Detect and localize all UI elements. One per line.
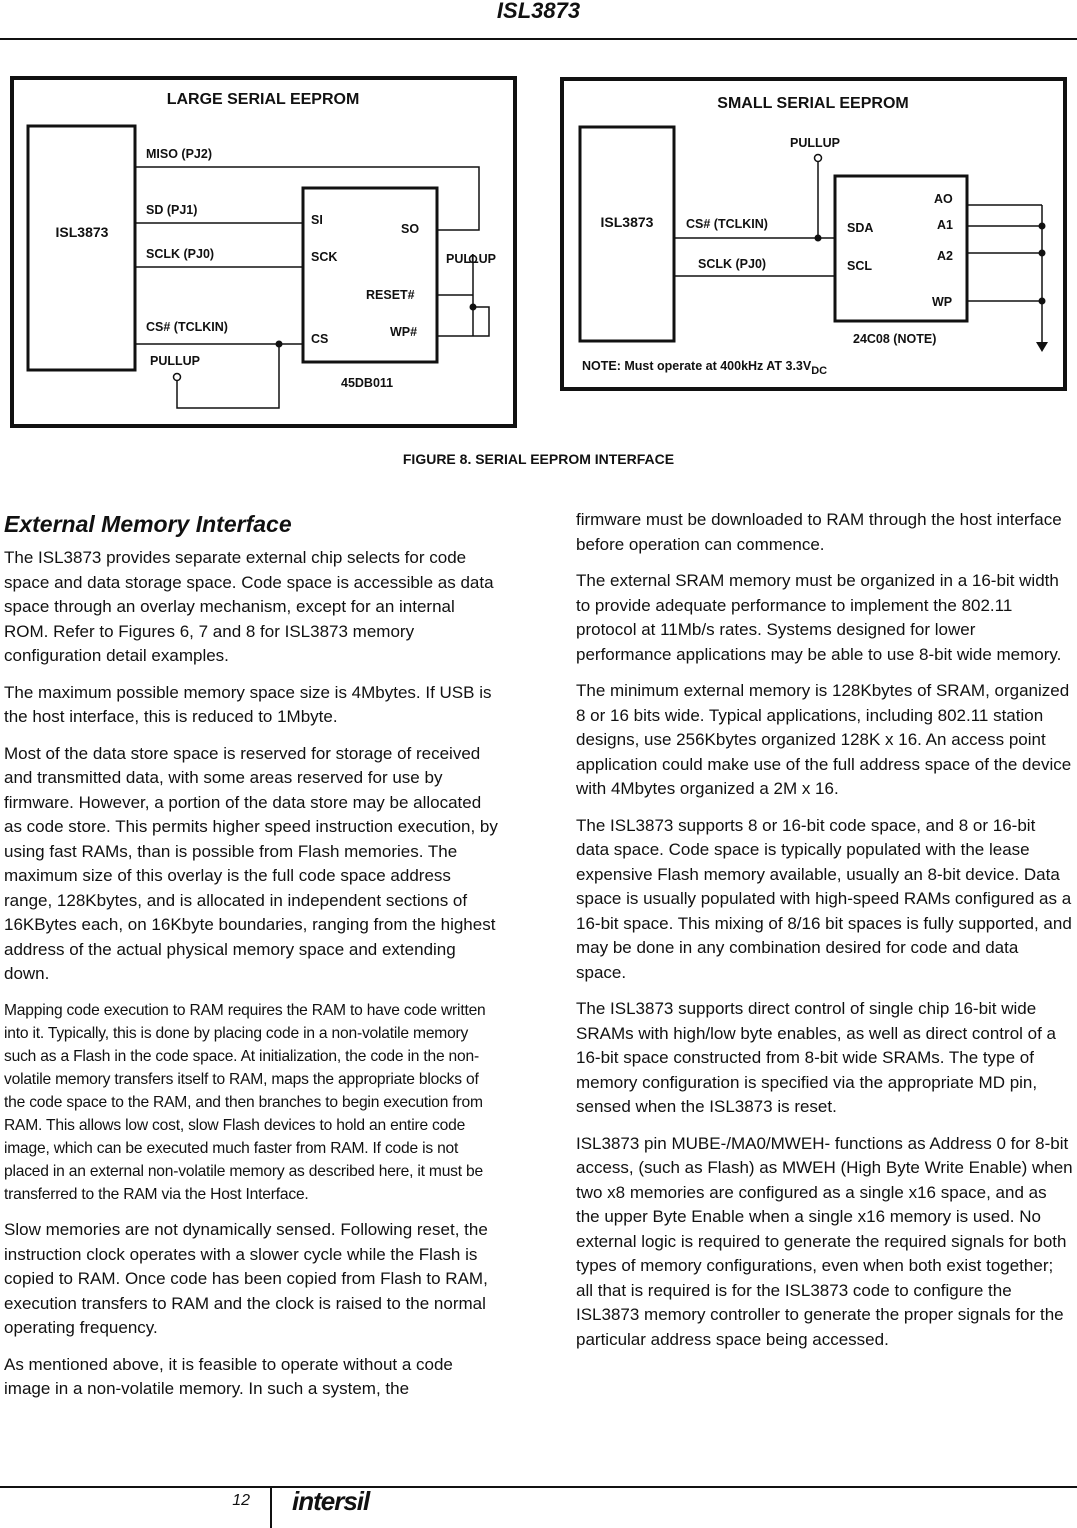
large-pin-miso: MISO (PJ2) <box>146 147 212 161</box>
right-column <box>576 508 1073 1364</box>
eeprom-pin-wp: WP# <box>390 325 418 339</box>
paragraph: The external SRAM memory must be organized in a 16-bit width to provide adequate performance to implement the 802.11 protocol at 11Mb/s rates. Systems designed for lower performance applications may be able to use 8-bit wide memory. <box>576 571 1062 664</box>
small-eeprom-title: SMALL SERIAL EEPROM <box>717 95 909 112</box>
small-chip-label: ISL3873 <box>600 214 654 230</box>
header-title: ISL3873 <box>496 0 581 23</box>
large-pullup-bottom: PULLUP <box>150 354 200 368</box>
small-pin-sclk: SCLK (PJ0) <box>698 257 767 271</box>
paragraph: The maximum possible memory space size is 4Mbytes. If USB is the host interface, this is reduced to 1Mbyte. <box>4 682 492 726</box>
eeprom-pin-ao: AO <box>934 192 953 206</box>
large-eeprom-part: 45DB011 <box>341 376 394 390</box>
small-eeprom-diagram <box>562 79 1065 389</box>
eeprom-pin-cs: CS <box>311 332 329 346</box>
small-pullup: PULLUP <box>790 136 840 150</box>
footer-divider <box>270 1488 272 1528</box>
eeprom-pin-reset: RESET# <box>366 288 415 302</box>
page-header <box>0 0 1077 40</box>
eeprom-pin-wp-small: WP <box>932 295 953 309</box>
paragraph: Most of the data store space is reserved for storage of received and transmitted data, with some areas reserved for use by firmware. However, a portion of the data store may be allocated as code store. This permits higher speed instruction execution, by using fast RAMs, than is possible from Flash memories. The maximum size of this overlay is the full code space address range, 128Kbytes, and is allocated in independent sections of 16KBytes each, on 16Kbyte boundaries, ranging from the highest address of the actual physical memory space and extending down. <box>4 743 498 983</box>
large-pin-sd: SD (PJ1) <box>146 203 198 217</box>
paragraph: ISL3873 pin MUBE-/MA0/MWEH- functions as Address 0 for 8-bit access, (such as Flash) as MWEH (High Byte Write Enable) when two x8 memories are configured as a single x16 space, and as the upper Byte Enable when a single x16 memory is used. No external logic is required to generate the required signals for both types of memory configurations, even when both exist together; all that is required is for the ISL3873 code to configure the ISL3873 memory controller to generate the proper signals for the particular address space being accessed. <box>576 1133 1073 1349</box>
page-footer <box>0 1486 1077 1528</box>
paragraph: The minimum external memory is 128Kbytes of SRAM, organized 8 or 16 bits wide. Typical applications, including 802.11 station designs, use 256Kbytes organized 128K x 16. An access point application could make use of the full address space of the device with 4Mbytes organized a 2M x 16. <box>576 681 1072 798</box>
eeprom-pin-sda: SDA <box>847 221 874 235</box>
large-eeprom-diagram <box>12 78 515 426</box>
page-number: 12 <box>232 1492 250 1509</box>
small-eeprom-note: NOTE: Must operate at 400kHz AT 3.3VDC <box>582 359 828 377</box>
small-pin-cs: CS# (TCLKIN) <box>686 217 768 231</box>
paragraph: Mapping code execution to RAM requires the RAM to have code written into it. Typically, this is done by placing code in a non-volatile memory such as a Flash in the code space. At initialization, the code in the non-volatile memory transfers itself to RAM, maps the appropriate blocks of the code space to the RAM, and then branches to begin execution from RAM. This allows low cost, slow Flash devices to hold an entire code image, which can be executed much faster from RAM. If code is not placed in an external non-volatile memory as described here, it must be transferred to the RAM via the Host Interface. <box>4 1001 486 1204</box>
paragraph: As mentioned above, it is feasible to operate without a code image in a non-volatile memory. In such a system, the <box>4 1354 453 1399</box>
eeprom-pin-a2: A2 <box>937 249 953 263</box>
paragraph: Slow memories are not dynamically sensed. Following reset, the instruction clock operates with a slower cycle while the Flash is copied to RAM. Once code has been copied from Flash to RAM, execution transfers to RAM and the clock is raised to the normal operating frequency. <box>4 1220 488 1338</box>
paragraph: The ISL3873 provides separate external chip selects for code space and data storage space. Code space is accessible as data space through an overlay mechanism, except for an internal ROM. Refer to Figures 6, 7 and 8 for ISL3873 memory configuration detail examples. <box>4 548 494 665</box>
section-title: External Memory Interface <box>4 511 292 537</box>
eeprom-pin-sck: SCK <box>311 250 338 264</box>
eeprom-pin-scl: SCL <box>847 259 872 273</box>
paragraph: The ISL3873 supports 8 or 16-bit code space, and 8 or 16-bit data space. Code space is typically populated with the lease expensive Flash memory available, usually an 8-bit device. Data space is usually populated with high-speed RAMs configured as a 16-bit space. This mixing of 8/16 bit spaces is fully supported, and may be done in any combination desired for code and data space. <box>576 815 1072 982</box>
large-chip-label: ISL3873 <box>55 224 109 240</box>
large-pullup-right: PULLUP <box>446 252 496 266</box>
left-column <box>4 508 498 1414</box>
large-eeprom-title: LARGE SERIAL EEPROM <box>166 91 360 108</box>
large-pin-cs: CS# (TCLKIN) <box>146 320 228 334</box>
eeprom-pin-so: SO <box>401 222 420 236</box>
paragraph: firmware must be downloaded to RAM through the host interface before operation can commence. <box>576 510 1062 554</box>
eeprom-pin-si: SI <box>311 213 323 227</box>
eeprom-pin-a1: A1 <box>937 218 953 232</box>
small-eeprom-part: 24C08 (NOTE) <box>853 332 937 346</box>
serial-eeprom-figure <box>0 70 1077 440</box>
figure-caption: FIGURE 8. SERIAL EEPROM INTERFACE <box>402 451 675 467</box>
paragraph: The ISL3873 supports direct control of single chip 16-bit wide SRAMs with high/low byte enables, as well as direct control of a 16-bit space constructed from 8-bit wide SRAMs. The type of memory configuration is specified via the appropriate MD pin, sensed when the ISL3873 is reset. <box>576 999 1057 1116</box>
large-pin-sclk: SCLK (PJ0) <box>146 247 215 261</box>
intersil-logo: intersil <box>292 1486 370 1516</box>
